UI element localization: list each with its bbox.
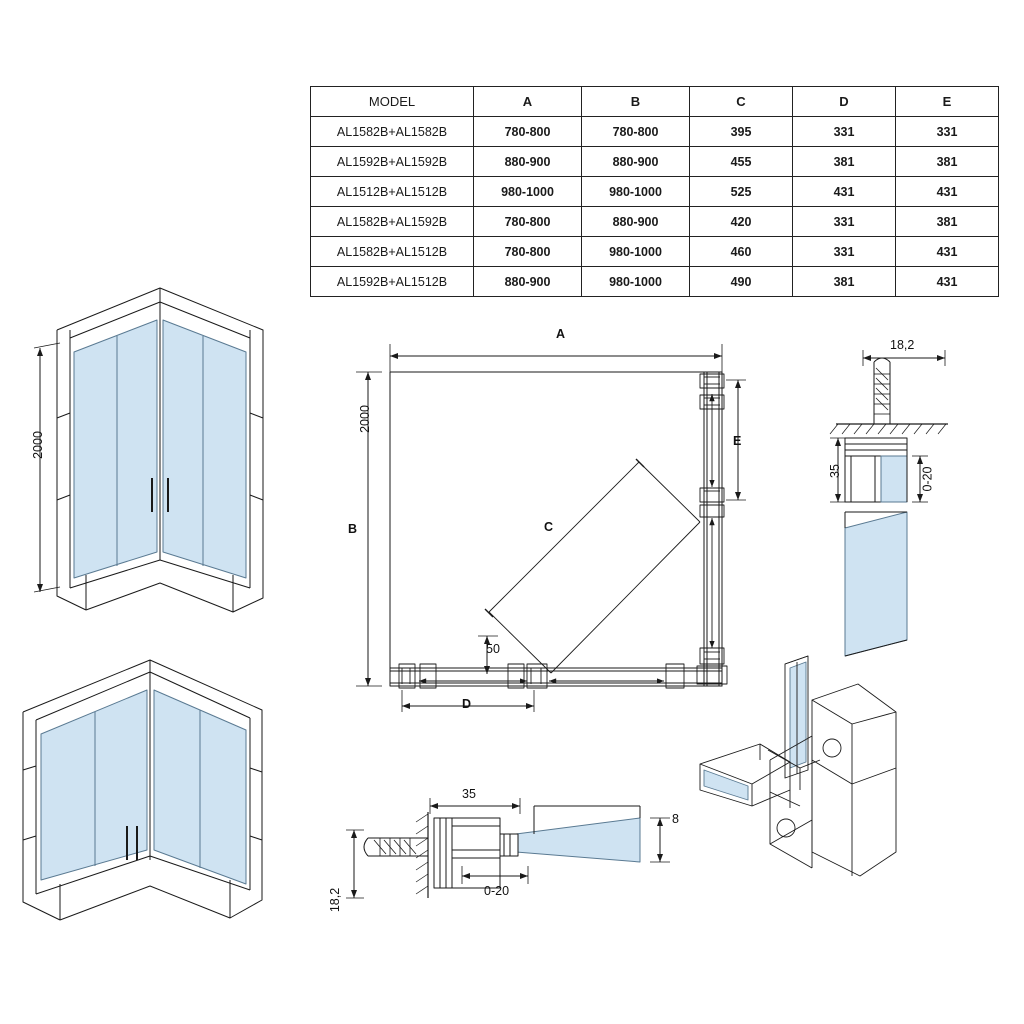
detail-wall-profile-bottom [346, 798, 670, 898]
iso-view-top [34, 288, 263, 612]
cell-c: 525 [690, 177, 793, 207]
cell-c: 395 [690, 117, 793, 147]
plan-dim-a-label: A [556, 327, 566, 341]
cell-d: 381 [793, 267, 896, 297]
cell-d: 331 [793, 237, 896, 267]
column-header-d: D [793, 87, 896, 117]
cell-c: 490 [690, 267, 793, 297]
column-header-c: C [690, 87, 793, 117]
cell-a: 780-800 [474, 237, 582, 267]
corner-assembly-3d [700, 656, 896, 876]
column-header-a: A [474, 87, 582, 117]
plan-height-2000-label: 2000 [357, 405, 372, 433]
cell-c: 460 [690, 237, 793, 267]
cell-model: AL1582B+AL1592B [311, 207, 474, 237]
detail-top-width-label: 18,2 [890, 338, 915, 352]
detail-bottom-profile-35-label: 35 [462, 787, 476, 801]
cell-e: 431 [896, 237, 999, 267]
detail-bottom-glass-thickness-label: 8 [672, 812, 679, 826]
cell-e: 381 [896, 147, 999, 177]
cell-model: AL1592B+AL1592B [311, 147, 474, 177]
iso-view-bottom [23, 660, 262, 920]
cell-c: 455 [690, 147, 793, 177]
table-header-row [311, 87, 999, 117]
detail-top-adjust-label: 0-20 [920, 466, 935, 492]
cell-model: AL1592B+AL1512B [311, 267, 474, 297]
cell-e: 381 [896, 207, 999, 237]
table-row [311, 267, 999, 297]
cell-a: 880-900 [474, 147, 582, 177]
table-row [311, 237, 999, 267]
cell-a: 880-900 [474, 267, 582, 297]
model-spec-table [310, 86, 999, 297]
detail-wall-profile-top [827, 350, 948, 656]
cell-a: 980-1000 [474, 177, 582, 207]
cell-b: 980-1000 [582, 177, 690, 207]
column-header-b: B [582, 87, 690, 117]
cell-b: 880-900 [582, 207, 690, 237]
detail-top-profile-35-label: 35 [827, 464, 842, 478]
cell-c: 420 [690, 207, 793, 237]
plan-dim-50-label: 50 [486, 642, 500, 656]
cell-e: 431 [896, 267, 999, 297]
plan-dim-c-label: C [544, 520, 554, 534]
cell-a: 780-800 [474, 117, 582, 147]
detail-bottom-adjust-label: 0-20 [484, 884, 510, 898]
table-row [311, 177, 999, 207]
table-row [311, 207, 999, 237]
cell-model: AL1582B+AL1582B [311, 117, 474, 147]
column-header-model: MODEL [311, 87, 474, 117]
cell-b: 780-800 [582, 117, 690, 147]
cell-d: 331 [793, 117, 896, 147]
cell-model: AL1512B+AL1512B [311, 177, 474, 207]
table-row [311, 147, 999, 177]
cell-e: 331 [896, 117, 999, 147]
column-header-e: E [896, 87, 999, 117]
table-row [311, 117, 999, 147]
cell-a: 780-800 [474, 207, 582, 237]
cell-d: 431 [793, 177, 896, 207]
cell-d: 331 [793, 207, 896, 237]
cell-d: 381 [793, 147, 896, 177]
cell-b: 980-1000 [582, 237, 690, 267]
plan-dim-d-label: D [462, 697, 472, 711]
plan-dim-b-label: B [348, 522, 358, 536]
detail-bottom-height-label: 18,2 [328, 887, 343, 913]
cell-b: 980-1000 [582, 267, 690, 297]
cell-model: AL1582B+AL1512B [311, 237, 474, 267]
cell-e: 431 [896, 177, 999, 207]
plan-dim-e-label: E [733, 434, 742, 448]
cell-b: 880-900 [582, 147, 690, 177]
iso-top-height-label: 2000 [30, 431, 45, 459]
